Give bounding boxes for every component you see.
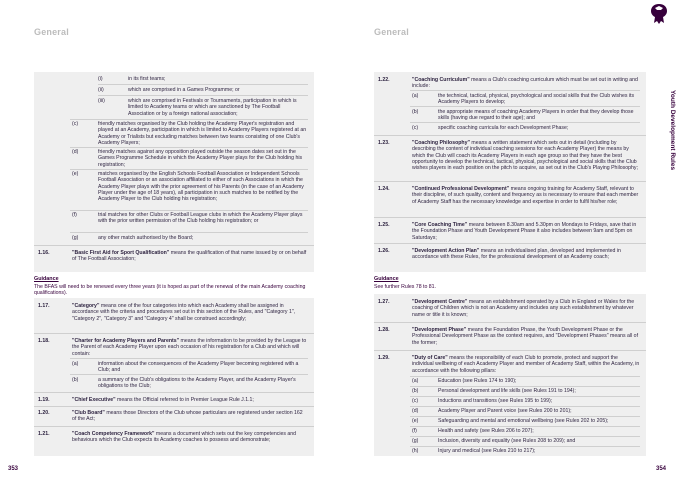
rule-number: 1.23. [378,140,390,146]
rule-number: 1.21. [38,431,50,437]
rule-number: 1.24. [378,186,390,192]
rule-number: 1.16. [38,250,50,256]
rule-1-22: "Coaching Curriculum" means a Club's coaching curriculum which must be set out in writing and include: [412,77,638,90]
rule-number: 1.26. [378,248,390,254]
pillar-item: Health and safety (see Rules 206 to 207); [438,428,534,434]
rule-number: 1.29. [378,355,390,361]
letter-mark: (e) [412,418,419,424]
pillar-item: Injury and medical (see Rules 210 to 217); [438,448,536,454]
rule-1-28: "Development Phase" means the Foundation Phase, the Youth Development Phase or the Professional Development Phase as the context requires, and "Development Phases" means all of the former; [412,327,639,346]
letter-mark: (b) [412,109,419,115]
list-mark: (ii) [98,87,104,93]
left-section-title: General [34,27,69,37]
rule-1-29: "Duty of Care" means the responsibility of each Club to promote, protect and support the individual wellbeing of each Academy Player and member of Academy Staff, within the Academy, in accordance with the following pillars: [412,355,640,374]
rule-number: 1.20. [38,410,50,416]
letter-mark: (f) [72,212,77,218]
letter-mark: (c) [412,398,419,404]
guidance-text: The BFAS will need to be renewed every three years (it is hoped as part of the renewal of the main Academy coaching qualifications). [34,284,306,297]
letter-mark: (c) [412,125,419,131]
letter-mark: (d) [412,408,419,414]
rule-number: 1.25. [378,222,390,228]
list-item: which are comprised in a Games Programme; or [128,87,240,93]
right-page [340,0,680,483]
rule-1-17: "Category" means one of the four categories into which each Academy shall be assigned in accordance with the criteria and procedures set out in this section of the Rules, and "Category 1", "Category 2", "Category 3" and "Category 4" shall be construed accordingly; [72,303,296,322]
rule-1-24: "Continued Professional Development" means ongoing training for Academy Staff, relevant to their discipline, of such quality, content and frequency as is necessary to ensure that each member of Academy Staff has the necessary knowledge and expertise in order to fulfil his/her role; [412,186,639,205]
charter-item: a summary of the Club's obligations to the Academy Player, and the Academy Player's obligations to the Club; [98,377,296,390]
pillar-item: Academy Player and Parent voice (see Rules 200 to 201); [438,408,572,414]
pillar-item: Personal development and life skills (see Rules 191 to 194); [438,388,576,394]
list-item: in its first teams; [128,76,166,82]
rule-number: 1.28. [378,327,390,333]
letter-mark: (d) [72,149,79,155]
letter-mark: (a) [72,361,79,367]
letter-mark: (b) [412,388,419,394]
curriculum-item: the appropriate means of coaching Academy Players in order that they develop those skills (having due regard to their age); and [438,109,634,122]
letter-mark: (f) [412,428,417,434]
letter-mark: (c) [72,121,79,127]
charter-item: information about the consequences of the Academy Player becoming registered with a Club; and [98,361,299,374]
letter-mark: (a) [412,93,419,99]
rule-number: 1.27. [378,299,390,305]
rule-1-20: "Club Board" means those Directors of the Club whose particulars are registered under section 162 of the Act; [72,410,303,423]
pillar-item: Safeguarding and mental and emotional wellbeing (see Rules 202 to 205); [438,418,609,424]
letter-mark: (h) [412,448,419,454]
letter-item: matches organised by the English Schools Football Association or Independent Schools Football Association or an association affiliated to either of such Associations in which the Academy Player plays with the prior agreement of his Parents (in the case of an Academy Player under the age of 18 years), all participation in such matches to be notified by the Academy Player to the Club holding his registration; [98,171,304,203]
rule-1-18: "Charter for Academy Players and Parents" means the information to be provided by the League to the Parent of each Academy Player upon each occasion of his registration for a Club and which will contain: [72,338,307,357]
letter-item: trial matches for other Clubs or Football League clubs in which the Academy Player plays with the prior written permission of the Club holding his registration; or [98,212,303,225]
pillar-item: Inductions and transitions (see Rules 195 to 199); [438,398,553,404]
rule-1-26: "Development Action Plan" means an individualised plan, developed and implemented in accordance with these Rules, for the professional development of an Academy coach; [412,248,621,261]
letter-item: friendly matches against any opposition played outside the season dates set out in the Games Programme Schedule in which the Academy Player plays for the Club holding his registration; [98,149,303,168]
list-mark: (i) [98,76,103,82]
page-number: 353 [8,466,19,472]
rule-number: 1.19. [38,397,50,403]
letter-mark: (b) [72,377,79,383]
letter-item: friendly matches organised by the Club holding the Academy Player's registration and played at an Academy, participation in which is limited to Academy Players registered at an Academy or Trialists but excluding matches between two teams consisting of one Club's Academy Players; [98,121,307,146]
rule-1-19: "Chief Executive" means the Official referred to in Premier League Rule J.1.1; [72,397,254,403]
right-section-title: General [374,27,409,37]
letter-mark: (g) [412,438,419,444]
pillar-item: Education (see Rules 174 to 190); [438,378,517,384]
curriculum-item: specific coaching curricula for each Development Phase; [438,125,569,131]
premier-league-lion-logo [645,2,673,26]
rule-1-16: "Basic First Aid for Sport Qualification" means the qualification of that name issued by or on behalf of The Football Association; [72,250,307,263]
letter-mark: (e) [72,171,79,177]
curriculum-item: the technical, tactical, physical, psychological and social skills that the Club wishes its Academy Players to develop; [438,93,635,106]
rule-1-27: "Development Centre" means an establishment operated by a Club in England or Wales for the coaching of Children which is not an Academy and includes any such establishment by whatever name or title it is known; [412,299,635,318]
side-tab: Youth Development Rules [669,90,676,171]
rule-1-23: "Coaching Philosophy" means a written statement which sets out in detail (including by describing the content of individual coaching sessions for each Academy Player) the means by which the Club will coach its Academy Players in each age group so that they have the best opportunity to develop the technical, tactical, physical, psychological and social skills that the Club wishes players in each position on the pitch to acquire, as set out in the Club's Playing Philosophy; [412,140,638,172]
page-number: 354 [656,466,667,472]
list-mark: (iii) [98,98,105,104]
rule-number: 1.17. [38,303,50,309]
pillar-item: Inclusion, diversity and equality (see Rules 208 to 209); and [438,438,576,444]
list-item: which are comprised in Festivals or Tournaments, participation in which is limited to Academy teams or which are sanctioned by The Football Association or by a foreign national association; [128,98,297,117]
letter-mark: (a) [412,378,419,384]
letter-item: any other match authorised by the Board; [98,235,194,241]
rule-number: 1.18. [38,338,50,344]
rule-1-21: "Coach Competency Framework" means a document which sets out the key competencies and behaviours which the Club expects its Academy coaches to possess and demonstrate; [72,431,297,444]
letter-mark: (g) [72,235,79,241]
guidance-text: See further Rules 78 to 81. [374,284,436,290]
rule-1-25: "Core Coaching Time" means between 8.30am and 5.30pm on Mondays to Fridays, save that in the Foundation Phase and Youth Development Phase it also includes between 9am and 5pm on Saturdays; [412,222,637,241]
guidance-label: Guidance [34,276,59,282]
guidance-label: Guidance [374,276,399,282]
rule-number: 1.22. [378,77,390,83]
